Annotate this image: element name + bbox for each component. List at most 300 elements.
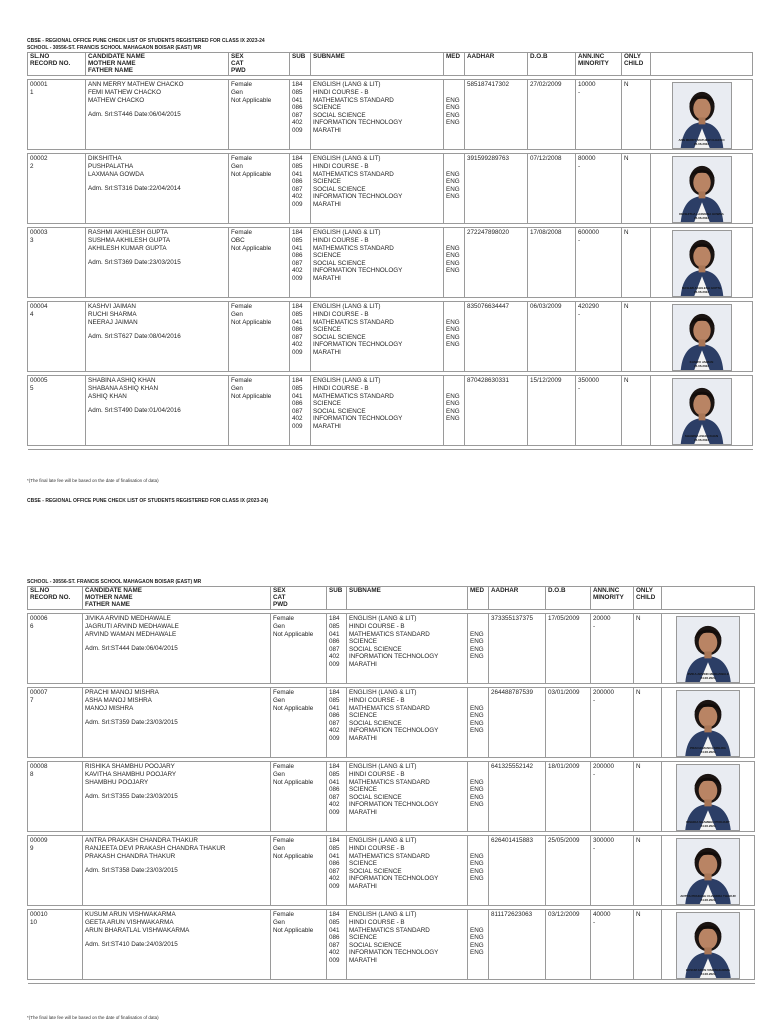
cell-only [622, 376, 651, 446]
header-sex-line: SEX [231, 53, 244, 60]
father-name: ARUN BHARATLAL VISHWAKARMA [85, 926, 190, 934]
cell-slno [28, 762, 83, 832]
annual-income: 200000 [593, 763, 615, 771]
photo-caption [673, 287, 731, 294]
header-slno-line: SL.NO [30, 587, 50, 594]
cell-sex [229, 228, 290, 298]
minority-value: - [578, 88, 581, 96]
cell-sex [229, 376, 290, 446]
subject-name: HINDI COURSE - B [349, 918, 405, 926]
annual-income: 350000 [578, 377, 600, 385]
cell-only [622, 302, 651, 372]
student-photo [672, 378, 732, 445]
sex-value: Female [273, 911, 294, 919]
student-photo [672, 82, 732, 149]
date-of-birth: 18/01/2009 [548, 763, 580, 771]
mother-name: ASHA MANOJ MISHRA [85, 696, 152, 704]
medium-value [470, 883, 486, 891]
medium-value [470, 771, 486, 779]
subject-code: 184 [292, 377, 303, 385]
medium-value [470, 845, 486, 853]
subject-name: MATHEMATICS STANDARD [349, 852, 430, 860]
aadhar-number: 272247898020 [467, 229, 510, 237]
cell-name [86, 80, 229, 150]
table-header-row [28, 53, 753, 76]
medium-value: ENG [470, 852, 484, 860]
medium-value: ENG [470, 786, 484, 794]
admission-info: Adm. Srl:ST444 Date:06/04/2015 [85, 645, 178, 653]
cell-sex [229, 80, 290, 150]
medium-value: ENG [446, 170, 460, 178]
subject-code: 402 [329, 801, 340, 809]
header-name-line: CANDIDATE NAME [85, 587, 142, 594]
father-name: AKHILESH KUMAR GUPTA [88, 244, 167, 252]
aadhar-number: 835076634447 [467, 303, 510, 311]
student-photo [676, 838, 740, 905]
cell-slno [28, 614, 83, 684]
subject-name: MATHEMATICS STANDARD [349, 778, 430, 786]
header-only-line: CHILD [636, 593, 656, 601]
subject-code: 009 [329, 882, 340, 890]
header-med [444, 53, 465, 76]
subject-code: 085 [292, 236, 303, 244]
subject-code: 009 [292, 126, 303, 134]
candidate-name: JIVIKA ARVIND MEDHAWALE [85, 615, 171, 623]
record-no: 00001 [30, 81, 48, 89]
admission-info: Adm. Srl:ST358 Date:23/03/2015 [85, 867, 178, 875]
subject-name: MARATHI [349, 734, 377, 742]
header-only [622, 53, 651, 76]
subject-code: 086 [329, 786, 340, 794]
subject-name: SOCIAL SCIENCE [349, 645, 402, 653]
photo-caption-date: 24.06.2023 [700, 971, 716, 976]
header-only [634, 587, 662, 610]
subject-name: SCIENCE [313, 252, 341, 260]
admission-info: Adm. Srl:ST369 Date:23/03/2015 [88, 259, 181, 267]
subject-name: INFORMATION TECHNOLOGY [349, 801, 439, 809]
serial-no: 10 [30, 918, 38, 926]
medium-value [446, 303, 462, 311]
header-dob [546, 587, 591, 610]
table-row [28, 614, 755, 684]
cell-photo [651, 302, 753, 372]
header-sex-line: PWD [231, 66, 246, 74]
subject-code: 087 [292, 111, 303, 119]
header-med-label: MED [446, 53, 460, 60]
photo-caption-name: JIVIKA ARVIND MEDHAWALE [686, 672, 730, 677]
photo-caption [677, 821, 739, 828]
subject-name: HINDI COURSE - B [313, 310, 369, 318]
mother-name: JAGRUTI ARVIND MEDHAWALE [85, 622, 179, 630]
header-name [86, 53, 229, 76]
medium-value: ENG [470, 793, 484, 801]
subject-name: MATHEMATICS STANDARD [349, 704, 430, 712]
serial-no: 6 [30, 622, 34, 630]
date-of-birth: 17/08/2008 [530, 229, 562, 237]
subject-name: MATHEMATICS STANDARD [349, 630, 430, 638]
subject-code: 184 [292, 303, 303, 311]
cell-med [468, 762, 489, 832]
candidate-name: KASHVI JAIMAN [88, 303, 136, 311]
medium-value: ENG [446, 259, 460, 267]
subject-code: 085 [329, 622, 340, 630]
photo-caption [673, 361, 731, 368]
student-photo [676, 690, 740, 757]
medium-value [470, 615, 486, 623]
medium-value: ENG [470, 801, 484, 809]
photo-caption-date: 24.06.2023 [693, 141, 709, 146]
subject-name: SCIENCE [313, 104, 341, 112]
cell-name [86, 154, 229, 224]
photo-caption [677, 895, 739, 902]
category-value: Gen [273, 844, 285, 852]
subject-code: 041 [292, 318, 303, 326]
medium-value [446, 229, 462, 237]
cell-photo [651, 80, 753, 150]
student-photo [676, 912, 740, 979]
subject-code: 184 [329, 689, 340, 697]
subject-name: MARATHI [313, 422, 341, 430]
serial-no: 1 [30, 88, 34, 96]
medium-value: ENG [446, 267, 460, 275]
cell-subname [347, 910, 468, 980]
pwd-value: Not Applicable [231, 392, 272, 400]
subject-name: ENGLISH (LANG & LIT) [349, 689, 417, 697]
subject-name: MARATHI [313, 274, 341, 282]
medium-value [470, 689, 486, 697]
subject-name: HINDI COURSE - B [349, 622, 405, 630]
header-sub [327, 587, 347, 610]
only-child-value: N [624, 229, 629, 237]
table-header-row [28, 587, 755, 610]
subject-name: ENGLISH (LANG & LIT) [313, 229, 381, 237]
header-dob-label: D.O.B [530, 53, 548, 60]
cell-slno [28, 836, 83, 906]
subject-name: SOCIAL SCIENCE [313, 333, 366, 341]
cell-name [83, 688, 271, 758]
subject-name: SCIENCE [349, 712, 377, 720]
only-child-value: N [636, 689, 641, 697]
medium-value: ENG [470, 778, 484, 786]
cell-name [83, 614, 271, 684]
header-name [83, 587, 271, 610]
subject-name: INFORMATION TECHNOLOGY [313, 193, 403, 201]
cell-med [444, 228, 465, 298]
candidate-name: KUSUM ARUN VISHWAKARMA [85, 911, 176, 919]
cell-dob [546, 688, 591, 758]
subject-code: 009 [292, 200, 303, 208]
medium-value [446, 311, 462, 319]
header-slno-line: RECORD NO. [30, 593, 71, 601]
cell-med [444, 154, 465, 224]
subject-code: 402 [292, 193, 303, 201]
cell-sub [327, 688, 347, 758]
only-child-value: N [636, 763, 641, 771]
subject-code: 087 [292, 333, 303, 341]
only-child-value: N [624, 377, 629, 385]
father-name: ASHIQ KHAN [88, 392, 127, 400]
cell-subname [347, 688, 468, 758]
only-child-value: N [624, 155, 629, 163]
header-name-line: CANDIDATE NAME [88, 53, 145, 60]
subject-name: SCIENCE [313, 326, 341, 334]
subject-name: HINDI COURSE - B [313, 162, 369, 170]
subject-name: INFORMATION TECHNOLOGY [349, 653, 439, 661]
medium-value [470, 697, 486, 705]
photo-caption-date: 24.06.2023 [700, 675, 716, 680]
medium-value: ENG [446, 104, 460, 112]
photo-caption-name: ANTRA PRAKASH CHANDRA THAKUR [680, 894, 736, 899]
table-row [28, 302, 753, 372]
cell-aadhar [465, 154, 528, 224]
cell-anninc [576, 302, 622, 372]
medium-value: ENG [446, 318, 460, 326]
cell-aadhar [489, 836, 546, 906]
cell-slno [28, 302, 86, 372]
medium-value: ENG [470, 875, 484, 883]
student-photo [672, 230, 732, 297]
mother-name: KAVITHA SHAMBHU POOJARY [85, 770, 177, 778]
annual-income: 10000 [578, 81, 596, 89]
subject-name: SCIENCE [349, 860, 377, 868]
header-slno [28, 53, 86, 76]
category-value: Gen [231, 310, 243, 318]
photo-caption-name: PRACHI MANOJ MISHRA [690, 746, 726, 751]
subject-name: SCIENCE [313, 400, 341, 408]
student-photo [672, 304, 732, 371]
cell-subname [311, 376, 444, 446]
photo-caption [677, 673, 739, 680]
medium-value [446, 377, 462, 385]
cell-med [444, 376, 465, 446]
mother-name: SHABANA ASHIQ KHAN [88, 384, 158, 392]
mother-name: RANJEETA DEVI PRAKASH CHANDRA THAKUR [85, 844, 226, 852]
aadhar-number: 373355137375 [491, 615, 534, 623]
cell-dob [528, 154, 576, 224]
minority-value: - [578, 162, 581, 170]
serial-no: 2 [30, 162, 34, 170]
cell-only [634, 614, 662, 684]
subject-code: 085 [292, 162, 303, 170]
header-sex-line: SEX [273, 587, 286, 594]
mother-name: SUSHMA AKHILESH GUPTA [88, 236, 171, 244]
pwd-value: Not Applicable [231, 244, 272, 252]
subject-name: HINDI COURSE - B [313, 236, 369, 244]
minority-value: - [593, 696, 596, 704]
subject-code: 402 [329, 653, 340, 661]
header-anninc-line: ANN.INC [578, 53, 605, 60]
photo-caption-name: RISHIKA SHAMBHU POOJARY [686, 820, 730, 825]
subject-code: 009 [329, 660, 340, 668]
sex-value: Female [273, 837, 294, 845]
minority-value: - [578, 236, 581, 244]
subject-code: 184 [292, 81, 303, 89]
table-row [28, 910, 755, 980]
cell-subname [347, 836, 468, 906]
minority-value: - [593, 770, 596, 778]
serial-no: 4 [30, 310, 34, 318]
cell-slno [28, 228, 86, 298]
subject-code: 087 [329, 793, 340, 801]
subject-name: HINDI COURSE - B [313, 384, 369, 392]
header-aadhar-label: AADHAR [491, 587, 519, 594]
date-of-birth: 03/12/2009 [548, 911, 580, 919]
subject-code: 087 [329, 719, 340, 727]
cell-aadhar [489, 762, 546, 832]
header-slno [28, 587, 83, 610]
photo-caption-name: KASHVI JAIMAN [689, 360, 714, 365]
subject-name: MARATHI [313, 348, 341, 356]
table-row [28, 836, 755, 906]
header-photo [662, 587, 755, 610]
subject-code: 402 [329, 949, 340, 957]
cell-only [622, 228, 651, 298]
minority-value: - [578, 384, 581, 392]
category-value: Gen [273, 696, 285, 704]
student-photo [676, 616, 740, 683]
subject-code: 085 [292, 88, 303, 96]
medium-value [470, 957, 486, 965]
header-subname-label: SUBNAME [313, 53, 345, 60]
header-anninc [591, 587, 634, 610]
cell-sub [327, 614, 347, 684]
candidate-name: DIKSHITHA [88, 155, 122, 163]
medium-value: ENG [446, 341, 460, 349]
photo-caption-date: 24.06.2023 [693, 215, 709, 220]
medium-value: ENG [446, 392, 460, 400]
table-row [28, 80, 753, 150]
subject-code: 184 [292, 229, 303, 237]
cell-slno [28, 910, 83, 980]
cell-dob [546, 910, 591, 980]
subject-code: 087 [292, 259, 303, 267]
record-no: 00008 [30, 763, 48, 771]
table-row [28, 762, 755, 832]
father-name: MATHEW CHACKO [88, 96, 145, 104]
subject-name: SOCIAL SCIENCE [313, 111, 366, 119]
subject-name: INFORMATION TECHNOLOGY [349, 949, 439, 957]
category-value: Gen [273, 918, 285, 926]
cell-aadhar [465, 376, 528, 446]
pwd-value: Not Applicable [273, 630, 314, 638]
subject-code: 087 [329, 941, 340, 949]
medium-value [446, 349, 462, 357]
subject-code: 009 [329, 734, 340, 742]
cell-dob [528, 80, 576, 150]
aadhar-number: 264488787539 [491, 689, 534, 697]
subject-code: 087 [292, 185, 303, 193]
header-name-line: MOTHER NAME [85, 593, 133, 601]
cell-only [634, 836, 662, 906]
cell-sex [271, 836, 327, 906]
header-only-line: ONLY [636, 587, 653, 594]
cell-name [86, 228, 229, 298]
photo-caption [673, 213, 731, 220]
cell-anninc [591, 762, 634, 832]
medium-value [470, 623, 486, 631]
subject-name: MATHEMATICS STANDARD [313, 244, 394, 252]
sex-value: Female [273, 689, 294, 697]
medium-value: ENG [470, 934, 484, 942]
header-anninc [576, 53, 622, 76]
photo-caption-date: 24.06.2023 [700, 823, 716, 828]
header-dob [528, 53, 576, 76]
header-sub-label: SUB [329, 587, 343, 594]
cell-sub [290, 228, 311, 298]
photo-caption-date: 24.06.2023 [693, 363, 709, 368]
annual-income: 300000 [593, 837, 615, 845]
subject-code: 402 [292, 415, 303, 423]
photo-caption [673, 435, 731, 442]
record-no: 00007 [30, 689, 48, 697]
medium-value: ENG [470, 653, 484, 661]
header-anninc-line: MINORITY [593, 593, 624, 601]
subject-code: 402 [329, 727, 340, 735]
father-name: LAXMANA GOWDA [88, 170, 144, 178]
cell-only [634, 910, 662, 980]
date-of-birth: 07/12/2008 [530, 155, 562, 163]
annual-income: 20000 [593, 615, 611, 623]
sex-value: Female [231, 303, 252, 311]
subject-code: 402 [329, 875, 340, 883]
mother-name: PUSHPALATHA [88, 162, 134, 170]
subject-name: SCIENCE [349, 786, 377, 794]
cell-sub [327, 836, 347, 906]
subject-name: INFORMATION TECHNOLOGY [313, 119, 403, 127]
father-name: PRAKASH CHANDRA THAKUR [85, 852, 176, 860]
serial-no: 3 [30, 236, 34, 244]
photo-caption-date: 24.06.2023 [693, 437, 709, 442]
date-of-birth: 15/12/2009 [530, 377, 562, 385]
subject-code: 009 [329, 956, 340, 964]
subject-name: ENGLISH (LANG & LIT) [349, 837, 417, 845]
subject-code: 041 [292, 244, 303, 252]
subject-code: 009 [292, 274, 303, 282]
pwd-value: Not Applicable [273, 926, 314, 934]
subject-name: INFORMATION TECHNOLOGY [313, 267, 403, 275]
medium-value: ENG [446, 400, 460, 408]
pwd-value: Not Applicable [231, 170, 272, 178]
photo-caption [677, 747, 739, 754]
admission-info: Adm. Srl:ST355 Date:23/03/2015 [85, 793, 178, 801]
record-no: 00009 [30, 837, 48, 845]
cell-sub [327, 910, 347, 980]
subject-name: INFORMATION TECHNOLOGY [313, 341, 403, 349]
minority-value: - [593, 622, 596, 630]
only-child-value: N [636, 911, 641, 919]
subject-name: MARATHI [349, 808, 377, 816]
aadhar-number: 870428630331 [467, 377, 510, 385]
photo-caption-name: RASHMI AKHILESH GUPTA [682, 286, 721, 291]
medium-value [470, 735, 486, 743]
subject-code: 184 [329, 615, 340, 623]
cell-sex [229, 154, 290, 224]
subject-name: SCIENCE [349, 934, 377, 942]
subject-name: MARATHI [349, 660, 377, 668]
subject-code: 041 [329, 852, 340, 860]
header-sex-line: PWD [273, 600, 288, 608]
cell-photo [651, 154, 753, 224]
category-value: OBC [231, 236, 245, 244]
category-value: Gen [231, 384, 243, 392]
medium-value: ENG [470, 719, 484, 727]
subject-code: 085 [292, 310, 303, 318]
medium-value: ENG [470, 941, 484, 949]
medium-value: ENG [470, 860, 484, 868]
cell-only [634, 762, 662, 832]
student-photo [672, 156, 732, 223]
cell-dob [528, 302, 576, 372]
